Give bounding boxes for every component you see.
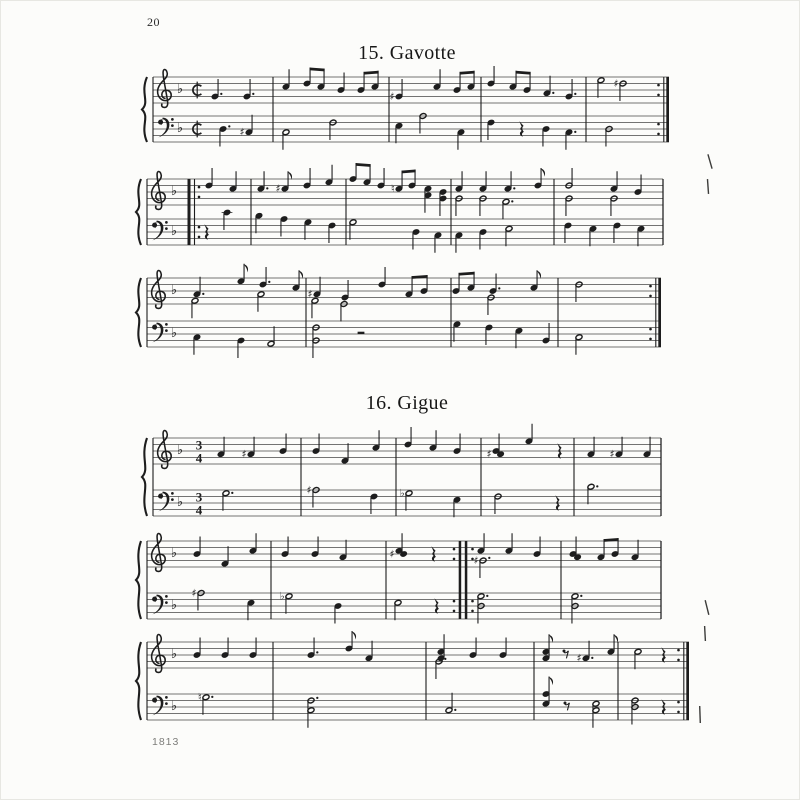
bass-clef-icon — [158, 118, 174, 138]
svg-text:♯: ♯ — [191, 587, 197, 600]
svg-text:♯: ♯ — [306, 484, 312, 497]
eighth-rest — [563, 650, 569, 659]
bass-clef-icon — [152, 323, 168, 343]
key-signature-flat: ♭ — [170, 546, 178, 562]
key-signature-flat: ♭ — [176, 121, 184, 137]
eighth-rest — [564, 702, 570, 711]
page-edge-marks — [700, 154, 712, 723]
piece-number: 16. — [365, 392, 392, 414]
key-signature-flat: ♭ — [170, 647, 178, 663]
system-gigue-1 — [142, 424, 661, 518]
bass-clef-icon — [152, 595, 168, 615]
key-signature-flat: ♭ — [170, 699, 178, 715]
treble-clef-icon — [152, 635, 166, 673]
key-signature-flat: ♭ — [170, 224, 178, 240]
treble-clef-icon — [152, 534, 166, 572]
system-gavotte-1 — [142, 66, 669, 150]
grand-staff-brace — [136, 642, 141, 720]
svg-text:♯: ♯ — [307, 288, 313, 301]
svg-text:3: 3 — [195, 437, 203, 453]
key-signature-flat: ♭ — [170, 283, 178, 299]
key-signature-flat: ♭ — [170, 598, 178, 614]
svg-text:♯: ♯ — [389, 90, 395, 103]
svg-text:♯: ♯ — [275, 183, 281, 196]
bass-clef-icon — [152, 221, 168, 241]
time-signature-3-4 — [196, 490, 203, 518]
system-gavotte-2 — [136, 163, 663, 253]
plate-number: 1813 — [152, 736, 180, 748]
svg-text:♮: ♮ — [197, 691, 202, 704]
key-signature-flat: ♭ — [176, 495, 184, 511]
grand-staff-brace — [136, 278, 141, 347]
system-gavotte-3 — [136, 264, 661, 358]
svg-text:♯: ♯ — [241, 448, 247, 461]
svg-text:4: 4 — [195, 502, 203, 518]
key-signature-flat: ♭ — [170, 326, 178, 342]
svg-text:♯: ♯ — [389, 548, 395, 561]
system-gigue-3 — [136, 631, 689, 728]
time-signature-3-4 — [196, 438, 203, 466]
svg-text:3: 3 — [195, 489, 203, 505]
piece-name: Gavotte — [389, 42, 456, 64]
piece-name: Gigue — [397, 392, 449, 414]
key-signature-flat: ♭ — [176, 82, 184, 98]
grand-staff-brace — [142, 77, 147, 142]
treble-clef-icon — [152, 271, 166, 309]
svg-text:♯: ♯ — [609, 448, 615, 461]
system-gigue-2 — [136, 533, 661, 623]
svg-text:4: 4 — [195, 450, 203, 466]
svg-text:♯: ♯ — [473, 554, 479, 567]
key-signature-flat: ♭ — [176, 443, 184, 459]
grand-staff-brace — [142, 438, 147, 516]
bass-clef-icon — [152, 696, 168, 716]
sheet-music-notation — [1, 1, 800, 800]
treble-clef-icon — [158, 70, 172, 108]
svg-text:♯: ♯ — [576, 652, 582, 665]
grand-staff-brace — [136, 541, 141, 619]
svg-text:♮: ♮ — [390, 183, 395, 196]
piece-number: 15. — [358, 42, 385, 64]
bass-clef-icon — [158, 492, 174, 512]
grand-staff-brace — [136, 179, 141, 245]
svg-text:♯: ♯ — [239, 126, 245, 139]
treble-clef-icon — [158, 431, 172, 469]
key-signature-flat: ♭ — [170, 184, 178, 200]
svg-text:♯: ♯ — [613, 77, 619, 90]
svg-text:♯: ♯ — [486, 448, 492, 461]
treble-clef-icon — [152, 172, 166, 210]
page-number: 20 — [147, 15, 160, 29]
half-rest — [358, 332, 365, 334]
svg-text:♭: ♭ — [279, 590, 285, 603]
svg-text:♭: ♭ — [399, 487, 405, 500]
